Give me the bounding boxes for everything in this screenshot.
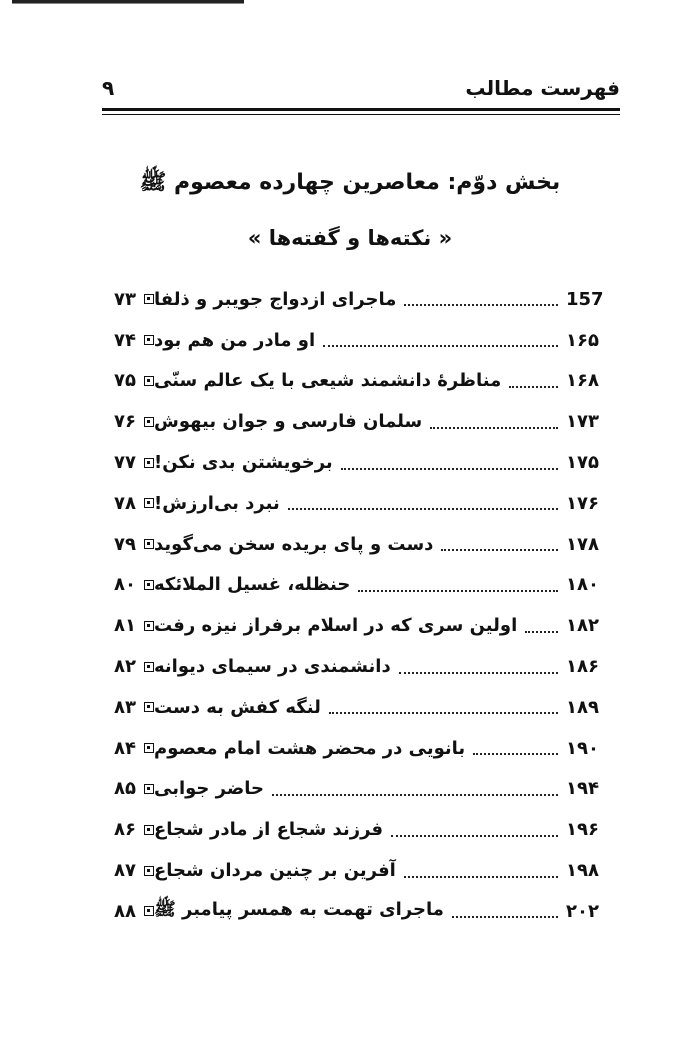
square-bullet-icon <box>144 784 154 794</box>
entry-number: ۷۳ <box>114 288 136 310</box>
entry-number: ۷۴ <box>114 329 136 351</box>
dot-leader <box>288 508 558 510</box>
square-bullet-icon <box>144 335 154 345</box>
dot-leader <box>399 672 558 674</box>
entry-title: دست و پای بریده سخن می‌گوید <box>154 533 434 555</box>
entry-page-number: ۱۶۵ <box>566 329 599 351</box>
dot-leader <box>452 916 558 918</box>
toc-entry <box>102 361 620 402</box>
entry-title: لنگه کفش به دست <box>154 696 321 718</box>
entry-number: ۷۸ <box>114 492 136 514</box>
entry-title: دانشمندی در سیمای دیوانه <box>154 656 391 678</box>
entry-title: حنظله، غسیل الملائکه <box>154 574 351 596</box>
toc-entry <box>102 646 620 687</box>
dot-leader <box>272 794 558 796</box>
entry-number: ۸۸ <box>114 900 136 922</box>
table-of-contents <box>102 279 620 932</box>
dot-leader <box>473 753 558 755</box>
toc-entry <box>102 769 620 810</box>
entry-title: بانویی در محضر هشت امام معصوم <box>154 737 466 759</box>
toc-entry <box>102 565 620 606</box>
header-rule-thin <box>102 114 620 115</box>
entry-title: ماجرای تهمت به همسر پیامبر ﷺ <box>154 899 444 921</box>
square-bullet-icon <box>144 825 154 835</box>
dot-leader <box>391 835 558 837</box>
entry-title: آفرین بر چنین مردان شجاع <box>154 860 396 882</box>
header-rule-thick <box>102 108 620 111</box>
toc-entry <box>102 891 620 932</box>
toc-entry <box>102 442 620 483</box>
scan-edge-mark-shadow <box>12 3 244 4</box>
toc-entry <box>102 279 620 320</box>
square-bullet-icon <box>144 580 154 590</box>
entry-title: سلمان فارسی و جوان بیهوش <box>154 411 423 433</box>
section-title: بخش دوّم: معاصرین چهارده معصوم ﷺ <box>139 170 561 195</box>
running-title: فهرست مطالب <box>465 76 620 100</box>
entry-title: اولین سری که در اسلام برفراز نیزه رفت <box>154 615 518 637</box>
square-bullet-icon <box>144 417 154 427</box>
square-bullet-icon <box>144 702 154 712</box>
entry-number: ۸۱ <box>114 615 136 637</box>
toc-entry <box>102 483 620 524</box>
dot-leader <box>341 468 558 470</box>
entry-page-number: ۱۹۸ <box>566 860 599 882</box>
dot-leader <box>323 345 558 347</box>
section-subtitle: « نکته‌ها و گفته‌ها » <box>247 226 453 250</box>
dot-leader <box>358 590 558 592</box>
toc-entry <box>102 809 620 850</box>
entry-title: مناظرهٔ دانشمند شیعی با یک عالم سنّی <box>154 370 502 392</box>
entry-number: ۸۴ <box>114 737 136 759</box>
entry-page-number: ۱۶۸ <box>566 370 599 392</box>
square-bullet-icon <box>144 539 154 549</box>
square-bullet-icon <box>144 294 154 304</box>
entry-title: فرزند شجاع از مادر شجاع <box>154 819 384 841</box>
entry-number: ۸۰ <box>114 574 136 596</box>
dot-leader <box>404 304 558 306</box>
entry-page-number: ۱۷۸ <box>566 533 599 555</box>
entry-number: ۸۶ <box>114 819 136 841</box>
entry-page-number: ۱۷۳ <box>566 411 599 433</box>
square-bullet-icon <box>144 906 154 916</box>
square-bullet-icon <box>144 743 154 753</box>
square-bullet-icon <box>144 498 154 508</box>
entry-page-number: ۱۹۶ <box>566 819 599 841</box>
square-bullet-icon <box>144 621 154 631</box>
entry-number: ۷۹ <box>114 533 136 555</box>
entry-page-number: ۱۷۵ <box>566 452 599 474</box>
entry-page-number: ۱۸۹ <box>566 696 599 718</box>
toc-entry <box>102 401 620 442</box>
entry-page-number: ۱۹۰ <box>566 737 599 759</box>
toc-entry <box>102 605 620 646</box>
entry-page-number: 157 <box>566 288 604 310</box>
entry-title: ماجرای ازدواج جویبر و ذلفا <box>154 288 397 310</box>
entry-number: ۸۷ <box>114 860 136 882</box>
entry-number: ۸۳ <box>114 696 136 718</box>
entry-page-number: ۱۷۶ <box>566 492 599 514</box>
toc-entry <box>102 687 620 728</box>
entry-title: او مادر من هم بود <box>154 329 316 351</box>
entry-number: ۷۷ <box>114 452 136 474</box>
toc-entry <box>102 728 620 769</box>
entry-page-number: ۲۰۲ <box>566 900 599 922</box>
dot-leader <box>430 427 558 429</box>
dot-leader <box>525 631 558 633</box>
entry-page-number: ۱۸۶ <box>566 656 599 678</box>
dot-leader <box>441 549 558 551</box>
square-bullet-icon <box>144 376 154 386</box>
square-bullet-icon <box>144 458 154 468</box>
toc-entry <box>102 320 620 361</box>
entry-page-number: ۱۸۲ <box>566 615 599 637</box>
entry-number: ۸۵ <box>114 778 136 800</box>
entry-number: ۷۵ <box>114 370 136 392</box>
square-bullet-icon <box>144 662 154 672</box>
entry-title: حاضر جوابی <box>154 778 264 800</box>
toc-entry <box>102 850 620 891</box>
page-number: ۹ <box>102 76 115 100</box>
square-bullet-icon <box>144 866 154 876</box>
dot-leader <box>329 712 558 714</box>
entry-page-number: ۱۸۰ <box>566 574 599 596</box>
dot-leader <box>404 876 558 878</box>
entry-title: برخویشتن بدی نکن! <box>154 452 333 474</box>
page-header <box>102 72 620 106</box>
dot-leader <box>509 386 558 388</box>
entry-number: ۸۲ <box>114 656 136 678</box>
entry-number: ۷۶ <box>114 411 136 433</box>
entry-page-number: ۱۹۴ <box>566 778 599 800</box>
entry-title: نبرد بی‌ارزش! <box>154 492 280 514</box>
toc-entry <box>102 524 620 565</box>
